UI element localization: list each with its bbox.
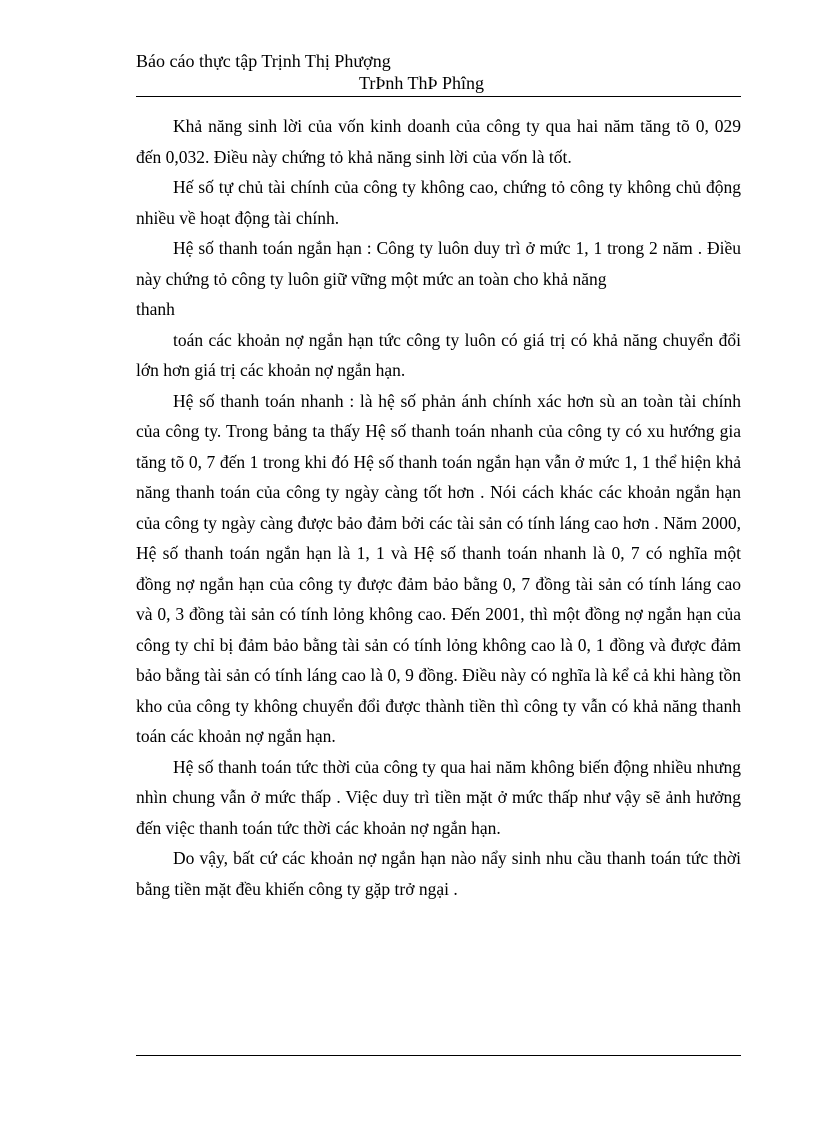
paragraph-current-ratio-cont: toán các khoản nợ ngắn hạn tức công ty luôn có giá trị có khả năng chuyển đổi lớn hơn giá trị các khoản nợ ngắn hạn. (136, 329, 741, 380)
paragraph-fragment: thanh (136, 299, 175, 319)
paragraph-autonomy-ratio: Hế số tự chủ tài chính của công ty không cao, chứng tỏ công ty không chủ động nhiều về hoạt động tài chính. (136, 177, 741, 228)
header-title: Báo cáo thực tập Trịnh Thị Phượng (136, 51, 391, 71)
paragraph-current-ratio: Hệ số thanh toán ngắn hạn : Công ty luôn duy trì ở mức 1, 1 trong 2 năm . Điều này chứng tỏ công ty luôn giữ vững một mức an toàn cho khả năng (136, 238, 741, 289)
header-author: TrÞnh ThÞ Phîng (359, 73, 485, 93)
paragraph-cash-ratio: Hệ số thanh toán tức thời của công ty qua hai năm không biến động nhiều nhưng nhìn chung vẫn ở mức thấp . Việc duy trì tiền mặt ở mức thấp như vậy sẽ ảnh hưởng đến việc thanh toán tức thời các khoản nợ ngắn hạn. (136, 756, 741, 838)
paragraph-quick-ratio: Hệ số thanh toán nhanh : là hệ số phản ánh chính xác hơn sù an toàn tài chính của công ty. Trong bảng ta thấy Hệ số thanh toán nhanh của công ty có xu hướng gia tăng tõ 0, 7 đến 1 trong khi đó Hệ số thanh toán ngắn hạn vẫn ở mức 1, 1 thể hiện khả năng thanh toán của công ty ngày càng tốt hơn . Nói cách khác các khoản ngắn hạn của công ty ngày càng được bảo đảm bởi các tài sản có tính láng cao hơn . Năm 2000, Hệ số thanh toán ngắn hạn là 1, 1 và Hệ số thanh toán nhanh là 0, 7 có nghĩa một đồng nợ ngắn hạn của công ty được đảm bảo bằng 0, 7 đồng tài sản có tính láng cao và 0, 3 đồng tài sản có tính lỏng không cao. Đến 2001, thì một đồng nợ ngắn hạn của công ty chỉ bị đảm bảo bằng tài sản có tính lỏng không cao là 0, 1 đồng và được đảm bảo bằng tài sản có tính láng cao là 0, 9 đồng. Điều này có nghĩa là kể cả khi hàng tồn kho của công ty không chuyển đổi được thành tiền thì công ty vẫn có khả năng thanh toán các khoản nợ ngắn hạn. (136, 390, 741, 746)
document-body (136, 111, 741, 904)
paragraph-conclusion: Do vậy, bất cứ các khoản nợ ngắn hạn nào nẩy sinh nhu cầu thanh toán tức thời bằng tiền mặt đều khiến công ty gặp trở ngại . (136, 848, 741, 899)
paragraph-profitability: Khả năng sinh lời của vốn kinh doanh của công ty qua hai năm tăng tõ 0, 029 đến 0,032. Điều này chứng tỏ khả năng sinh lời của vốn là tốt. (136, 116, 741, 167)
page-header (136, 50, 741, 94)
footer-divider (136, 1055, 741, 1056)
header-divider (136, 96, 741, 97)
